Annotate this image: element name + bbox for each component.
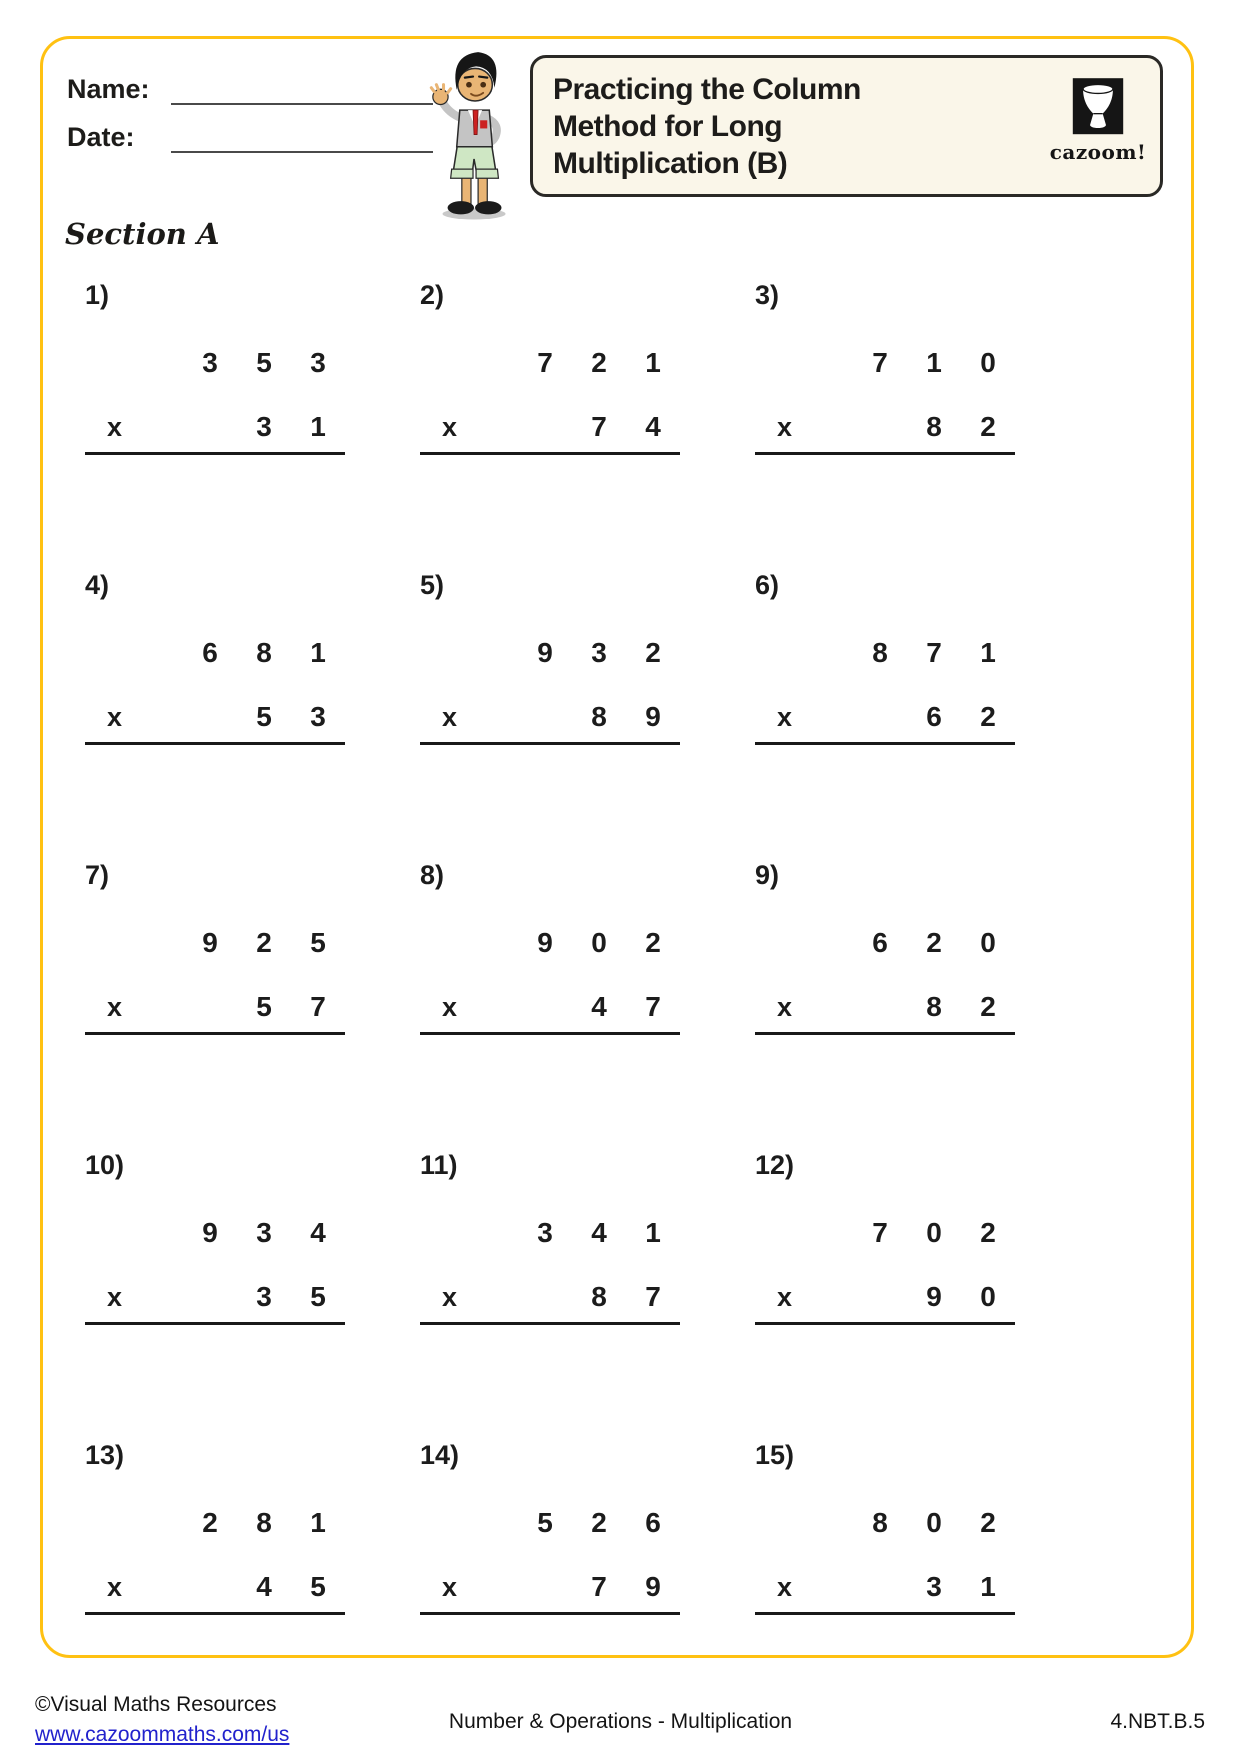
problem (85, 860, 345, 1150)
digit: 7 (645, 991, 661, 1022)
answer-line (85, 1032, 345, 1035)
multiplicand-row (755, 346, 1015, 380)
answer-line (85, 1612, 345, 1615)
name-field (67, 71, 433, 105)
multiplier-row (755, 990, 1015, 1024)
multiplier-row (420, 990, 680, 1024)
multiplicand-row (420, 346, 680, 380)
answer-line (85, 742, 345, 745)
page-title-line-2: Method for Long (553, 110, 783, 143)
problem (755, 1440, 1015, 1730)
digit: 7 (591, 411, 607, 442)
date-input-line[interactable] (171, 123, 433, 153)
multiplier-row (755, 700, 1015, 734)
multiplier-row (85, 410, 345, 444)
multiplicand-row (755, 636, 1015, 670)
date-field (67, 119, 433, 153)
problem-label: 12) (755, 1150, 795, 1180)
date-label: Date: (67, 122, 135, 152)
website-link[interactable]: www.cazoommaths.com/us (35, 1723, 290, 1746)
digit: 1 (645, 1217, 661, 1248)
digit: 2 (202, 1507, 218, 1538)
digit: 4 (591, 991, 607, 1022)
digit: 8 (872, 1507, 888, 1538)
section-heading: Section A (65, 217, 220, 251)
digit: 7 (591, 1571, 607, 1602)
multiplier-row (85, 1570, 345, 1604)
multiplier-row (85, 1280, 345, 1314)
problem-label: 13) (85, 1440, 125, 1470)
digit: 8 (926, 411, 942, 442)
digit: 7 (537, 347, 553, 378)
page-border-frame (40, 36, 1194, 1658)
digit: 0 (980, 927, 996, 958)
digit: 7 (872, 347, 888, 378)
multiply-symbol: x (442, 411, 458, 442)
footer-strand-text: Number & Operations - Multiplication (448, 1710, 793, 1733)
digit: 2 (645, 927, 661, 958)
digit: 3 (256, 1281, 272, 1312)
multiplier-digits (237, 1281, 345, 1313)
name-input-line[interactable] (171, 75, 433, 105)
problem-label: 7) (85, 860, 110, 890)
digit: 8 (872, 637, 888, 668)
digit: 4 (310, 1217, 326, 1248)
problem (85, 1440, 345, 1730)
digit: 2 (980, 1507, 996, 1538)
digit: 4 (256, 1571, 272, 1602)
name-date-block (67, 71, 433, 167)
digit: 2 (256, 927, 272, 958)
multiplicand-row (420, 1506, 680, 1540)
multiplicand-row (420, 636, 680, 670)
digit: 9 (537, 927, 553, 958)
problem (85, 280, 345, 570)
multiplier-row (755, 410, 1015, 444)
problems-grid (85, 280, 1015, 1730)
multiplicand-row (85, 1216, 345, 1250)
digit: 2 (980, 701, 996, 732)
multiplier-digits (907, 1281, 1015, 1313)
digit: 1 (926, 347, 942, 378)
multiply-symbol: x (107, 1571, 123, 1602)
multiplicand-row (420, 926, 680, 960)
digit: 6 (202, 637, 218, 668)
problem (420, 280, 680, 570)
multiply-symbol: x (777, 991, 793, 1022)
cazoom-logo (1046, 78, 1150, 164)
multiplier-row (85, 990, 345, 1024)
multiplicand-row (420, 1216, 680, 1250)
multiplicand-row (85, 636, 345, 670)
multiplier-row (420, 410, 680, 444)
answer-line (85, 1322, 345, 1325)
digit: 1 (310, 411, 326, 442)
digit: 8 (256, 1507, 272, 1538)
digit: 5 (310, 927, 326, 958)
problem-label: 4) (85, 570, 110, 600)
name-label: Name: (67, 74, 150, 104)
digit: 3 (310, 347, 326, 378)
digit: 5 (537, 1507, 553, 1538)
multiplicand-row (755, 1506, 1015, 1540)
multiplier-digits (237, 1571, 345, 1603)
problem (755, 1150, 1015, 1440)
multiplier-row (755, 1570, 1015, 1604)
problem-label: 8) (420, 860, 445, 890)
multiplier-digits (237, 411, 345, 443)
problem-label: 3) (755, 280, 780, 310)
multiply-symbol: x (777, 701, 793, 732)
problem-label: 14) (420, 1440, 460, 1470)
digit: 9 (645, 701, 661, 732)
multiplicand-row (85, 1506, 345, 1540)
digit: 6 (872, 927, 888, 958)
digit: 0 (980, 1281, 996, 1312)
multiply-symbol: x (442, 991, 458, 1022)
digit: 2 (926, 927, 942, 958)
digit: 7 (645, 1281, 661, 1312)
problem-label: 1) (85, 280, 110, 310)
digit: 5 (256, 991, 272, 1022)
answer-line (420, 1612, 680, 1615)
digit: 1 (980, 637, 996, 668)
digit: 1 (310, 1507, 326, 1538)
digit: 3 (537, 1217, 553, 1248)
multiplier-digits (572, 991, 680, 1023)
multiplier-digits (907, 1571, 1015, 1603)
multiplicand-row (755, 1216, 1015, 1250)
multiplier-row (420, 1280, 680, 1314)
digit: 3 (256, 411, 272, 442)
problem-label: 15) (755, 1440, 795, 1470)
multiplier-row (85, 700, 345, 734)
copyright-text: ©Visual Maths Resources (35, 1693, 277, 1716)
problem (755, 570, 1015, 860)
answer-line (85, 452, 345, 455)
problem (85, 1150, 345, 1440)
digit: 6 (926, 701, 942, 732)
digit: 1 (980, 1571, 996, 1602)
problem-label: 9) (755, 860, 780, 890)
multiplier-digits (907, 411, 1015, 443)
digit: 4 (645, 411, 661, 442)
digit: 2 (591, 1507, 607, 1538)
page-title-line-1: Practicing the Column (553, 73, 861, 106)
multiply-symbol: x (442, 701, 458, 732)
djembe-drum-icon (1070, 78, 1126, 140)
answer-line (755, 742, 1015, 745)
digit: 0 (926, 1217, 942, 1248)
digit: 7 (872, 1217, 888, 1248)
answer-line (420, 452, 680, 455)
digit: 5 (256, 347, 272, 378)
digit: 3 (591, 637, 607, 668)
multiply-symbol: x (442, 1571, 458, 1602)
problem (420, 1150, 680, 1440)
digit: 1 (645, 347, 661, 378)
multiplier-digits (237, 701, 345, 733)
problem-label: 10) (85, 1150, 125, 1180)
problem (755, 280, 1015, 570)
multiply-symbol: x (107, 701, 123, 732)
answer-line (420, 1032, 680, 1035)
digit: 1 (310, 637, 326, 668)
multiplier-digits (572, 1571, 680, 1603)
multiplier-row (420, 700, 680, 734)
problem-label: 11) (420, 1150, 458, 1180)
problem (85, 570, 345, 860)
problem (755, 860, 1015, 1150)
multiply-symbol: x (777, 1281, 793, 1312)
digit: 8 (256, 637, 272, 668)
digit: 0 (980, 347, 996, 378)
answer-line (755, 1612, 1015, 1615)
problem (420, 1440, 680, 1730)
digit: 9 (202, 927, 218, 958)
digit: 9 (645, 1571, 661, 1602)
problem (420, 570, 680, 860)
multiplier-digits (907, 991, 1015, 1023)
problem-label: 6) (755, 570, 780, 600)
digit: 0 (926, 1507, 942, 1538)
digit: 9 (537, 637, 553, 668)
digit: 3 (256, 1217, 272, 1248)
digit: 2 (645, 637, 661, 668)
multiply-symbol: x (107, 411, 123, 442)
cazoom-logo-text: cazoom! (1049, 140, 1147, 164)
problem-label: 5) (420, 570, 445, 600)
worksheet-title-box (530, 55, 1163, 197)
problem-label: 2) (420, 280, 445, 310)
digit: 8 (926, 991, 942, 1022)
digit: 8 (591, 701, 607, 732)
multiplier-digits (572, 701, 680, 733)
answer-line (420, 742, 680, 745)
answer-line (755, 1322, 1015, 1325)
digit: 2 (980, 991, 996, 1022)
multiply-symbol: x (107, 1281, 123, 1312)
digit: 9 (202, 1217, 218, 1248)
digit: 8 (591, 1281, 607, 1312)
multiplicand-row (755, 926, 1015, 960)
digit: 2 (980, 1217, 996, 1248)
footer-standard-code: 4.NBT.B.5 (1110, 1710, 1205, 1733)
digit: 3 (202, 347, 218, 378)
digit: 2 (980, 411, 996, 442)
multiply-symbol: x (777, 411, 793, 442)
digit: 0 (591, 927, 607, 958)
multiply-symbol: x (777, 1571, 793, 1602)
digit: 5 (310, 1281, 326, 1312)
multiplier-digits (572, 1281, 680, 1313)
multiplier-digits (907, 701, 1015, 733)
multiplier-digits (572, 411, 680, 443)
digit: 9 (926, 1281, 942, 1312)
answer-line (755, 452, 1015, 455)
multiplier-row (755, 1280, 1015, 1314)
digit: 7 (926, 637, 942, 668)
digit: 5 (310, 1571, 326, 1602)
digit: 7 (310, 991, 326, 1022)
digit: 3 (926, 1571, 942, 1602)
problem (420, 860, 680, 1150)
multiply-symbol: x (442, 1281, 458, 1312)
digit: 4 (591, 1217, 607, 1248)
multiplicand-row (85, 346, 345, 380)
answer-line (420, 1322, 680, 1325)
schoolboy-illustration (421, 43, 523, 221)
digit: 5 (256, 701, 272, 732)
page-title-line-3: Multiplication (B) (553, 147, 788, 180)
digit: 3 (310, 701, 326, 732)
digit: 2 (591, 347, 607, 378)
answer-line (755, 1032, 1015, 1035)
digit: 6 (645, 1507, 661, 1538)
multiplier-row (420, 1570, 680, 1604)
multiply-symbol: x (107, 991, 123, 1022)
multiplicand-row (85, 926, 345, 960)
multiplier-digits (237, 991, 345, 1023)
